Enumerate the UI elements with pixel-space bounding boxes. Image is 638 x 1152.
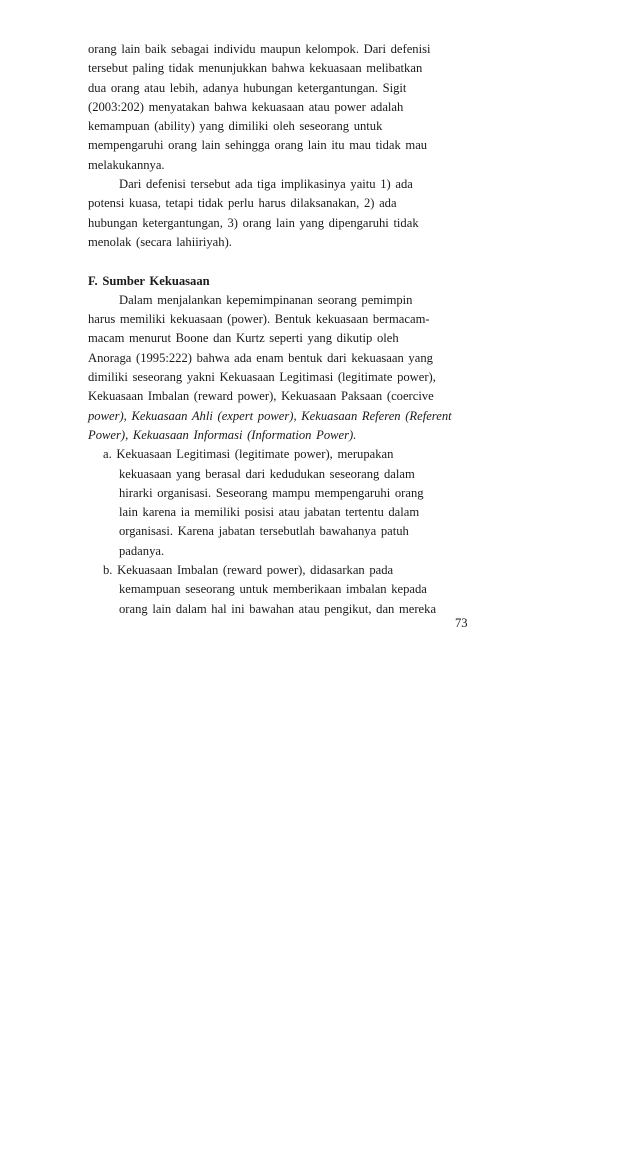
text-line: (2003:202) menyatakan bahwa kekuasaan atau power adalah [88, 99, 404, 114]
list-item-line: hirarki organisasi. Seseorang mampu mempengaruhi orang [119, 485, 424, 500]
page-number: 73 [455, 616, 468, 630]
text-line: menolak (secara lahiiriyah). [88, 234, 232, 249]
text-line: harus memiliki kekuasaan (power). Bentuk kekuasaan bermacam- [88, 312, 430, 327]
text-line: tersebut paling tidak menunjukkan bahwa kekuasaan melibatkan [88, 61, 423, 76]
text-line: mempengaruhi orang lain sehingga orang lain itu mau tidak mau [88, 138, 428, 153]
text-line: Anoraga (1995:222) bahwa ada enam bentuk dari kekuasaan yang [88, 350, 433, 365]
text-line-italic: Power), Kekuasaan Informasi (Information Power). [88, 427, 357, 442]
document-page [88, 40, 480, 619]
list-item-line: padanya. [119, 543, 165, 558]
paragraph-3 [88, 291, 480, 445]
list-item-line: orang lain dalam hal ini bawahan atau pengikut, dan mereka [119, 601, 437, 616]
paragraph-2 [88, 175, 480, 252]
text-line: kemampuan (ability) yang dimiliki oleh seseorang untuk [88, 119, 383, 134]
list-item-b [88, 561, 480, 619]
text-line: orang lain baik sebagai individu maupun kelompok. Dari defenisi [88, 42, 431, 56]
spacer [88, 252, 480, 271]
section-heading: F. Sumber Kekuasaan [88, 273, 210, 288]
list-item-line: kemampuan seseorang untuk memberikaan imbalan kepada [119, 582, 427, 597]
text-line: Dari defenisi tersebut ada tiga implikasinya yaitu 1) ada [119, 177, 413, 192]
list-item-line: a. Kekuasaan Legitimasi (legitimate power), merupakan [103, 447, 394, 462]
paragraph-1 [88, 40, 480, 175]
text-line: Dalam menjalankan kepemimpinanan seorang pemimpin [119, 292, 413, 307]
text-line: hubungan ketergantungan, 3) orang lain yang dipengaruhi tidak [88, 215, 419, 230]
text-line: dua orang atau lebih, adanya hubungan ketergantungan. Sigit [88, 80, 407, 95]
text-line: macam menurut Boone dan Kurtz seperti yang dikutip oleh [88, 331, 399, 346]
text-line: potensi kuasa, tetapi tidak perlu harus dilaksanakan, 2) ada [88, 196, 397, 211]
list-item-line: b. Kekuasaan Imbalan (reward power), didasarkan pada [103, 563, 394, 578]
text-line-italic: power), Kekuasaan Ahli (expert power), Kekuasaan Referen (Referent [88, 408, 452, 423]
list-item-line: lain karena ia memiliki posisi atau jabatan tertentu dalam [119, 505, 420, 520]
list-item-line: organisasi. Karena jabatan tersebutlah bawahanya patuh [119, 524, 409, 539]
list-item-line: kekuasaan yang berasal dari kedudukan seseorang dalam [119, 466, 415, 481]
list-item-a [88, 445, 480, 561]
text-line: dimiliki seseorang yakni Kekuasaan Legitimasi (legitimate power), [88, 370, 436, 385]
text-line: Kekuasaan Imbalan (reward power), Kekuasaan Paksaan (coercive [88, 389, 434, 404]
text-line: melakukannya. [88, 157, 165, 172]
